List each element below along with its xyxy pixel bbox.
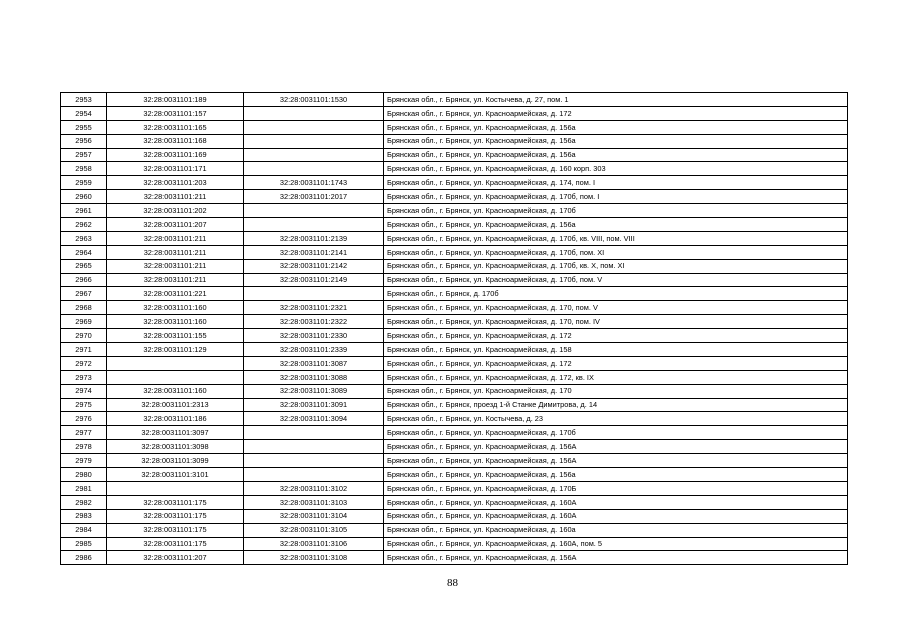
row-number-cell: 2985	[61, 537, 107, 551]
cadastral-number-cell: 32:28:0031101:203	[107, 176, 244, 190]
cadastral-number-cell: 32:28:0031101:3097	[107, 426, 244, 440]
table-row	[61, 134, 848, 148]
property-registry-table	[60, 92, 848, 565]
address-cell: Брянская обл., г. Брянск, ул. Красноармейская, д. 170б	[384, 204, 848, 218]
row-number-cell: 2956	[61, 134, 107, 148]
cadastral-number-cell: 32:28:0031101:211	[107, 190, 244, 204]
premises-cadastral-number-cell: 32:28:0031101:3094	[244, 412, 384, 426]
address-cell: Брянская обл., г. Брянск, ул. Красноармейская, д. 172	[384, 329, 848, 343]
registry-table-body	[61, 93, 848, 565]
address-cell: Брянская обл., г. Брянск, ул. Красноармейская, д. 156а	[384, 218, 848, 232]
table-row	[61, 176, 848, 190]
address-cell: Брянская обл., г. Брянск, ул. Костычева, д. 23	[384, 412, 848, 426]
cadastral-number-cell: 32:28:0031101:175	[107, 495, 244, 509]
table-row	[61, 93, 848, 107]
cadastral-number-cell: 32:28:0031101:3099	[107, 454, 244, 468]
address-cell: Брянская обл., г. Брянск, ул. Красноармейская, д. 170б, кв. VIII, пом. VIII	[384, 231, 848, 245]
table-row	[61, 370, 848, 384]
cadastral-number-cell: 32:28:0031101:160	[107, 301, 244, 315]
cadastral-number-cell	[107, 356, 244, 370]
row-number-cell: 2964	[61, 245, 107, 259]
address-cell: Брянская обл., г. Брянск, ул. Красноармейская, д. 170б, пом. XI	[384, 245, 848, 259]
table-row	[61, 259, 848, 273]
cadastral-number-cell: 32:28:0031101:211	[107, 273, 244, 287]
premises-cadastral-number-cell	[244, 218, 384, 232]
table-row	[61, 273, 848, 287]
premises-cadastral-number-cell: 32:28:0031101:3089	[244, 384, 384, 398]
cadastral-number-cell: 32:28:0031101:175	[107, 537, 244, 551]
premises-cadastral-number-cell: 32:28:0031101:2141	[244, 245, 384, 259]
table-row	[61, 106, 848, 120]
cadastral-number-cell: 32:28:0031101:202	[107, 204, 244, 218]
address-cell: Брянская обл., г. Брянск, ул. Красноармейская, д. 160А, пом. 5	[384, 537, 848, 551]
cadastral-number-cell: 32:28:0031101:2313	[107, 398, 244, 412]
premises-cadastral-number-cell	[244, 162, 384, 176]
premises-cadastral-number-cell: 32:28:0031101:2321	[244, 301, 384, 315]
row-number-cell: 2974	[61, 384, 107, 398]
address-cell: Брянская обл., г. Брянск, ул. Красноармейская, д. 160а	[384, 523, 848, 537]
row-number-cell: 2981	[61, 481, 107, 495]
table-row	[61, 523, 848, 537]
premises-cadastral-number-cell	[244, 468, 384, 482]
table-row	[61, 204, 848, 218]
cadastral-number-cell: 32:28:0031101:171	[107, 162, 244, 176]
table-row	[61, 343, 848, 357]
address-cell: Брянская обл., г. Брянск, ул. Красноармейская, д. 158	[384, 343, 848, 357]
table-row	[61, 384, 848, 398]
table-row	[61, 162, 848, 176]
table-row	[61, 120, 848, 134]
row-number-cell: 2965	[61, 259, 107, 273]
premises-cadastral-number-cell	[244, 120, 384, 134]
row-number-cell: 2975	[61, 398, 107, 412]
row-number-cell: 2976	[61, 412, 107, 426]
cadastral-number-cell: 32:28:0031101:3101	[107, 468, 244, 482]
cadastral-number-cell: 32:28:0031101:175	[107, 523, 244, 537]
row-number-cell: 2957	[61, 148, 107, 162]
address-cell: Брянская обл., г. Брянск, ул. Красноармейская, д. 172, кв. IX	[384, 370, 848, 384]
premises-cadastral-number-cell: 32:28:0031101:3091	[244, 398, 384, 412]
cadastral-number-cell: 32:28:0031101:168	[107, 134, 244, 148]
address-cell: Брянская обл., г. Брянск, ул. Красноармейская, д. 170б, пом. V	[384, 273, 848, 287]
address-cell: Брянская обл., г. Брянск, ул. Красноармейская, д. 156а	[384, 134, 848, 148]
row-number-cell: 2962	[61, 218, 107, 232]
row-number-cell: 2968	[61, 301, 107, 315]
address-cell: Брянская обл., г. Брянск, ул. Красноармейская, д. 172	[384, 106, 848, 120]
table-row	[61, 537, 848, 551]
cadastral-number-cell: 32:28:0031101:211	[107, 231, 244, 245]
premises-cadastral-number-cell	[244, 106, 384, 120]
cadastral-number-cell: 32:28:0031101:211	[107, 259, 244, 273]
address-cell: Брянская обл., г. Брянск, ул. Красноармейская, д. 156а	[384, 148, 848, 162]
row-number-cell: 2966	[61, 273, 107, 287]
premises-cadastral-number-cell	[244, 287, 384, 301]
row-number-cell: 2983	[61, 509, 107, 523]
table-row	[61, 315, 848, 329]
row-number-cell: 2953	[61, 93, 107, 107]
premises-cadastral-number-cell: 32:28:0031101:2139	[244, 231, 384, 245]
table-row	[61, 287, 848, 301]
premises-cadastral-number-cell: 32:28:0031101:1530	[244, 93, 384, 107]
cadastral-number-cell: 32:28:0031101:157	[107, 106, 244, 120]
address-cell: Брянская обл., г. Брянск, ул. Красноармейская, д. 156А	[384, 551, 848, 565]
cadastral-number-cell: 32:28:0031101:129	[107, 343, 244, 357]
premises-cadastral-number-cell	[244, 204, 384, 218]
row-number-cell: 2971	[61, 343, 107, 357]
table-row	[61, 509, 848, 523]
address-cell: Брянская обл., г. Брянск, ул. Красноармейская, д. 174, пом. I	[384, 176, 848, 190]
table-row	[61, 329, 848, 343]
row-number-cell: 2977	[61, 426, 107, 440]
premises-cadastral-number-cell: 32:28:0031101:1743	[244, 176, 384, 190]
cadastral-number-cell: 32:28:0031101:169	[107, 148, 244, 162]
row-number-cell: 2955	[61, 120, 107, 134]
cadastral-number-cell: 32:28:0031101:186	[107, 412, 244, 426]
cadastral-number-cell: 32:28:0031101:3098	[107, 440, 244, 454]
premises-cadastral-number-cell: 32:28:0031101:3102	[244, 481, 384, 495]
address-cell: Брянская обл., г. Брянск, ул. Красноармейская, д. 160 корп. 303	[384, 162, 848, 176]
table-row	[61, 495, 848, 509]
premises-cadastral-number-cell: 32:28:0031101:2142	[244, 259, 384, 273]
premises-cadastral-number-cell	[244, 426, 384, 440]
premises-cadastral-number-cell: 32:28:0031101:2322	[244, 315, 384, 329]
row-number-cell: 2973	[61, 370, 107, 384]
cadastral-number-cell	[107, 481, 244, 495]
premises-cadastral-number-cell	[244, 454, 384, 468]
address-cell: Брянская обл., г. Брянск, ул. Красноармейская, д. 170б, пом. I	[384, 190, 848, 204]
cadastral-number-cell: 32:28:0031101:207	[107, 551, 244, 565]
cadastral-number-cell: 32:28:0031101:175	[107, 509, 244, 523]
address-cell: Брянская обл., г. Брянск, ул. Красноармейская, д. 170	[384, 384, 848, 398]
cadastral-number-cell	[107, 370, 244, 384]
row-number-cell: 2986	[61, 551, 107, 565]
address-cell: Брянская обл., г. Брянск, ул. Красноармейская, д. 156а	[384, 120, 848, 134]
address-cell: Брянская обл., г. Брянск, ул. Красноармейская, д. 160А	[384, 495, 848, 509]
cadastral-number-cell: 32:28:0031101:165	[107, 120, 244, 134]
table-row	[61, 551, 848, 565]
premises-cadastral-number-cell	[244, 134, 384, 148]
table-row	[61, 148, 848, 162]
row-number-cell: 2960	[61, 190, 107, 204]
table-row	[61, 454, 848, 468]
row-number-cell: 2978	[61, 440, 107, 454]
table-row	[61, 440, 848, 454]
premises-cadastral-number-cell: 32:28:0031101:2017	[244, 190, 384, 204]
cadastral-number-cell: 32:28:0031101:155	[107, 329, 244, 343]
row-number-cell: 2959	[61, 176, 107, 190]
table-row	[61, 301, 848, 315]
address-cell: Брянская обл., г. Брянск, ул. Красноармейская, д. 172	[384, 356, 848, 370]
table-row	[61, 218, 848, 232]
row-number-cell: 2979	[61, 454, 107, 468]
address-cell: Брянская обл., г. Брянск, ул. Красноармейская, д. 160А	[384, 509, 848, 523]
premises-cadastral-number-cell: 32:28:0031101:3108	[244, 551, 384, 565]
address-cell: Брянская обл., г. Брянск, ул. Красноармейская, д. 156А	[384, 454, 848, 468]
table-row	[61, 468, 848, 482]
row-number-cell: 2954	[61, 106, 107, 120]
premises-cadastral-number-cell: 32:28:0031101:3103	[244, 495, 384, 509]
row-number-cell: 2961	[61, 204, 107, 218]
page-number: 88	[447, 577, 458, 589]
table-row	[61, 426, 848, 440]
row-number-cell: 2958	[61, 162, 107, 176]
row-number-cell: 2982	[61, 495, 107, 509]
row-number-cell: 2984	[61, 523, 107, 537]
table-row	[61, 231, 848, 245]
premises-cadastral-number-cell	[244, 440, 384, 454]
address-cell: Брянская обл., г. Брянск, ул. Красноармейская, д. 170Б	[384, 481, 848, 495]
cadastral-number-cell: 32:28:0031101:221	[107, 287, 244, 301]
premises-cadastral-number-cell: 32:28:0031101:3105	[244, 523, 384, 537]
table-row	[61, 398, 848, 412]
row-number-cell: 2969	[61, 315, 107, 329]
premises-cadastral-number-cell: 32:28:0031101:2339	[244, 343, 384, 357]
cadastral-number-cell: 32:28:0031101:189	[107, 93, 244, 107]
premises-cadastral-number-cell	[244, 148, 384, 162]
address-cell: Брянская обл., г. Брянск, проезд 1-й Станке Димитрова, д. 14	[384, 398, 848, 412]
address-cell: Брянская обл., г. Брянск, ул. Красноармейская, д. 156а	[384, 468, 848, 482]
cadastral-number-cell: 32:28:0031101:211	[107, 245, 244, 259]
premises-cadastral-number-cell: 32:28:0031101:3088	[244, 370, 384, 384]
row-number-cell: 2963	[61, 231, 107, 245]
premises-cadastral-number-cell: 32:28:0031101:3104	[244, 509, 384, 523]
address-cell: Брянская обл., г. Брянск, ул. Красноармейская, д. 170б	[384, 426, 848, 440]
row-number-cell: 2967	[61, 287, 107, 301]
table-row	[61, 356, 848, 370]
table-row	[61, 245, 848, 259]
table-row	[61, 481, 848, 495]
row-number-cell: 2972	[61, 356, 107, 370]
premises-cadastral-number-cell: 32:28:0031101:3106	[244, 537, 384, 551]
table-row	[61, 190, 848, 204]
address-cell: Брянская обл., г. Брянск, ул. Красноармейская, д. 170, пом. IV	[384, 315, 848, 329]
address-cell: Брянская обл., г. Брянск, ул. Красноармейская, д. 170, пом. V	[384, 301, 848, 315]
address-cell: Брянская обл., г. Брянск, ул. Красноармейская, д. 170б, кв. X, пом. XI	[384, 259, 848, 273]
premises-cadastral-number-cell: 32:28:0031101:3087	[244, 356, 384, 370]
premises-cadastral-number-cell: 32:28:0031101:2149	[244, 273, 384, 287]
address-cell: Брянская обл., г. Брянск, ул. Красноармейская, д. 156А	[384, 440, 848, 454]
table-row	[61, 412, 848, 426]
cadastral-number-cell: 32:28:0031101:207	[107, 218, 244, 232]
cadastral-number-cell: 32:28:0031101:160	[107, 384, 244, 398]
row-number-cell: 2980	[61, 468, 107, 482]
row-number-cell: 2970	[61, 329, 107, 343]
address-cell: Брянская обл., г. Брянск, д. 170б	[384, 287, 848, 301]
address-cell: Брянская обл., г. Брянск, ул. Костычева, д. 27, пом. 1	[384, 93, 848, 107]
premises-cadastral-number-cell: 32:28:0031101:2330	[244, 329, 384, 343]
cadastral-number-cell: 32:28:0031101:160	[107, 315, 244, 329]
